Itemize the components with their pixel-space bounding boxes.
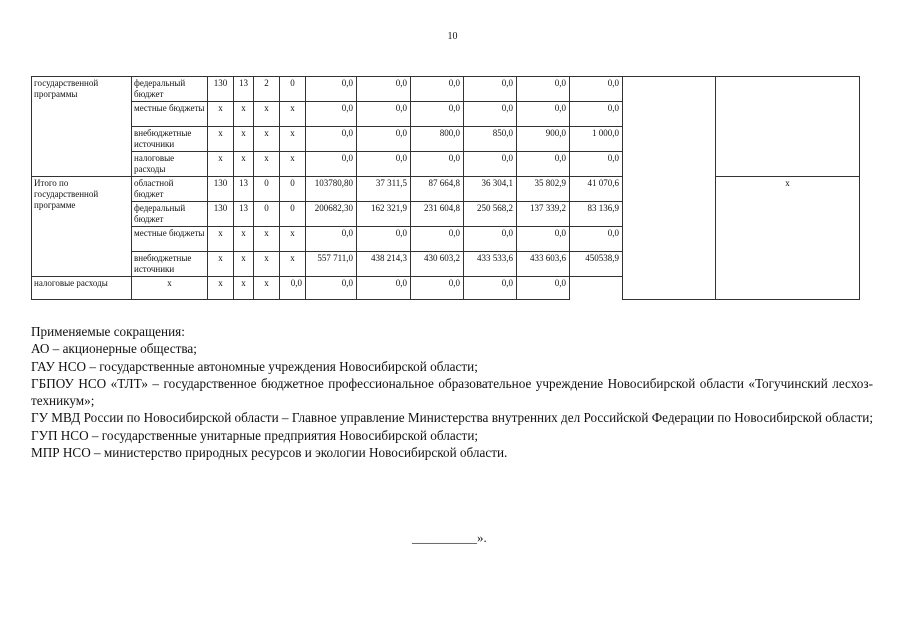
table-cell: 433 533,6 xyxy=(464,252,517,277)
table-cell: 0,0 xyxy=(306,77,357,102)
table-cell: 0,0 xyxy=(357,227,411,252)
abbreviation-item: МПР НСО – министерство природных ресурсов и экологии Новосибирской области. xyxy=(31,445,508,461)
table-cell: 0,0 xyxy=(570,77,623,102)
table-cell: 0,0 xyxy=(357,102,411,127)
table-cell: 0,0 xyxy=(411,77,464,102)
table-cell: 250 568,2 xyxy=(464,202,517,227)
table-cell: 0,0 xyxy=(517,102,570,127)
table-cell: x xyxy=(234,252,254,277)
table-cell: 13 xyxy=(234,77,254,102)
table-cell: 130 xyxy=(208,77,234,102)
table-cell: 0,0 xyxy=(306,102,357,127)
funding-source-cell: областной бюджет xyxy=(132,177,208,202)
table-cell: 0 xyxy=(254,177,280,202)
table-cell: 103780,80 xyxy=(306,177,357,202)
table-cell: 0,0 xyxy=(517,227,570,252)
table-cell: x xyxy=(208,227,234,252)
table-cell: x xyxy=(716,177,860,300)
table-cell: 433 603,6 xyxy=(517,252,570,277)
table-cell: 0,0 xyxy=(464,102,517,127)
table-cell: x xyxy=(280,152,306,177)
table-cell: 130 xyxy=(208,177,234,202)
abbreviation-item: ГУ МВД России по Новосибирской области – Главное управление Министерства внутренних дел Российской Федерации по Новосибирской области; xyxy=(31,410,874,426)
table-cell: x xyxy=(208,252,234,277)
table-cell: 0,0 xyxy=(411,152,464,177)
table-cell: 0,0 xyxy=(357,277,411,300)
table-cell: 0,0 xyxy=(570,152,623,177)
table-cell: 850,0 xyxy=(464,127,517,152)
program-label-cell: Итого по государственной программе xyxy=(32,177,132,277)
table-cell: 0 xyxy=(280,202,306,227)
table-row xyxy=(32,177,860,202)
table-cell: 0,0 xyxy=(411,102,464,127)
table-cell: 800,0 xyxy=(411,127,464,152)
table-cell: x xyxy=(280,252,306,277)
table-cell: 0 xyxy=(254,202,280,227)
table-cell: x xyxy=(132,277,208,300)
table-cell: x xyxy=(208,277,234,300)
table-cell: x xyxy=(234,102,254,127)
table-cell: x xyxy=(280,127,306,152)
table-cell: x xyxy=(234,277,254,300)
funding-source-cell: местные бюджеты xyxy=(132,102,208,127)
funding-source-cell: местные бюджеты xyxy=(132,227,208,252)
table-cell: 0,0 xyxy=(570,227,623,252)
funding-source-cell: федеральный бюджет xyxy=(132,77,208,102)
table-cell: 36 304,1 xyxy=(464,177,517,202)
table-cell: 0,0 xyxy=(306,152,357,177)
table-cell: 130 xyxy=(208,202,234,227)
table-row xyxy=(32,77,860,102)
table-cell: 2 xyxy=(254,77,280,102)
table-cell xyxy=(623,77,716,300)
table-cell: 137 339,2 xyxy=(517,202,570,227)
table-cell: 0,0 xyxy=(517,277,570,300)
table-cell: 0,0 xyxy=(464,277,517,300)
funding-source-cell: налоговые расходы xyxy=(32,277,132,300)
table-cell: 0,0 xyxy=(411,277,464,300)
budget-table xyxy=(31,76,860,300)
table-cell: x xyxy=(254,127,280,152)
table-cell: 0,0 xyxy=(517,77,570,102)
table-cell: x xyxy=(254,227,280,252)
table-cell: 0,0 xyxy=(464,152,517,177)
table-cell: 557 711,0 xyxy=(306,252,357,277)
program-label-cell: государственной программы xyxy=(32,77,132,177)
table-cell: 0 xyxy=(280,177,306,202)
table-cell: x xyxy=(254,152,280,177)
table-cell: 41 070,6 xyxy=(570,177,623,202)
table-cell: x xyxy=(234,127,254,152)
abbreviation-item: ГУП НСО – государственные унитарные предприятия Новосибирской области; xyxy=(31,427,479,443)
table-cell: 0,0 xyxy=(306,277,357,300)
table-cell: 35 802,9 xyxy=(517,177,570,202)
table-cell: x xyxy=(254,252,280,277)
table-cell: x xyxy=(254,277,280,300)
abbreviations-section xyxy=(31,323,873,461)
table-cell: x xyxy=(234,152,254,177)
table-cell: 0,0 xyxy=(411,227,464,252)
table-cell: 438 214,3 xyxy=(357,252,411,277)
table-cell: 13 xyxy=(234,202,254,227)
table-cell: 450538,9 xyxy=(570,252,623,277)
page-number: 10 xyxy=(447,31,458,42)
table-cell: 0,0 xyxy=(517,152,570,177)
table-cell: 0 xyxy=(280,77,306,102)
table-cell: 83 136,9 xyxy=(570,202,623,227)
abbreviation-item: ГБПОУ НСО «ТЛТ» – государственное бюджетное профессиональное образовательное учреждение Новосибирской области «Тогучинский лесхоз-техникум»; xyxy=(31,375,873,409)
table-cell: 162 321,9 xyxy=(357,202,411,227)
table-cell: 200682,30 xyxy=(306,202,357,227)
table-cell: x xyxy=(208,102,234,127)
table-cell: x xyxy=(208,152,234,177)
table-cell: 0,0 xyxy=(464,227,517,252)
table-cell: 1 000,0 xyxy=(570,127,623,152)
abbreviation-item: АО – акционерные общества; xyxy=(31,341,197,357)
table-cell: 0,0 xyxy=(280,277,306,300)
table-cell: 0,0 xyxy=(306,227,357,252)
closing-mark: __________». xyxy=(412,530,487,545)
table-cell: x xyxy=(280,102,306,127)
table-cell: 13 xyxy=(234,177,254,202)
table-cell xyxy=(716,77,860,177)
funding-source-cell: внебюджетные источники xyxy=(132,252,208,277)
table-cell: 37 311,5 xyxy=(357,177,411,202)
funding-source-cell: налоговые расходы xyxy=(132,152,208,177)
table-cell: 231 604,8 xyxy=(411,202,464,227)
abbreviations-heading: Применяемые сокращения: xyxy=(31,324,185,339)
table-cell: 0,0 xyxy=(357,77,411,102)
table-cell: 0,0 xyxy=(357,127,411,152)
table-cell: 0,0 xyxy=(570,102,623,127)
table-cell: x xyxy=(254,102,280,127)
table-cell: x xyxy=(208,127,234,152)
table-cell: x xyxy=(280,227,306,252)
table-cell: 87 664,8 xyxy=(411,177,464,202)
table-cell: 900,0 xyxy=(517,127,570,152)
table-cell: 0,0 xyxy=(464,77,517,102)
table-cell: 0,0 xyxy=(306,127,357,152)
funding-source-cell: внебюджетные источники xyxy=(132,127,208,152)
table-cell: 430 603,2 xyxy=(411,252,464,277)
table-cell: x xyxy=(234,227,254,252)
funding-source-cell: федеральный бюджет xyxy=(132,202,208,227)
table-cell: 0,0 xyxy=(357,152,411,177)
abbreviation-item: ГАУ НСО – государственные автономные учреждения Новосибирской области; xyxy=(31,358,478,374)
